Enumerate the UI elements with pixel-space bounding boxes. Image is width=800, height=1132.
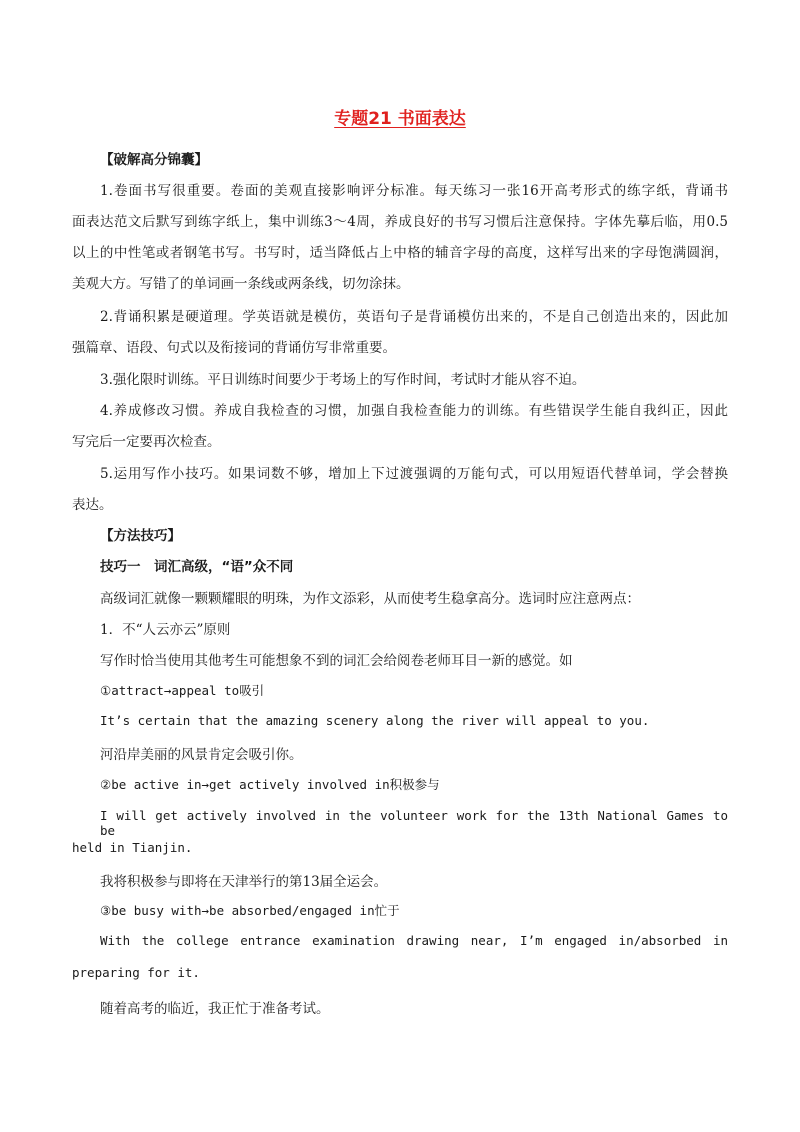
section-heading-tips: 【破解高分锦囊】 xyxy=(100,152,208,168)
example-2-english-line-2: held in Tianjin. xyxy=(72,840,193,855)
paragraph-4-line-2: 写完后一定要再次检查。 xyxy=(72,434,221,450)
section-heading-methods: 【方法技巧】 xyxy=(100,528,181,544)
paragraph-2-line-2: 强篇章、语段、句式以及衔接词的背诵仿写非常重要。 xyxy=(72,340,396,356)
example-2-english-line-1: I will get actively involved in the volunteer work for the 13th National Games to be xyxy=(100,808,728,838)
rule-1-heading: 1．不“人云亦云”原则 xyxy=(100,622,231,638)
vocab-intro: 高级词汇就像一颗颗耀眼的明珠，为作文添彩，从而使考生稳拿高分。选词时应注意两点： xyxy=(100,591,640,607)
paragraph-2-line-1: 2.背诵积累是硬道理。学英语就是模仿，英语句子是背诵模仿出来的，不是自己创造出来的，因此加 xyxy=(100,309,728,325)
example-3-chinese: 随着高考的临近，我正忙于准备考试。 xyxy=(100,1001,330,1017)
paragraph-5-line-2: 表达。 xyxy=(72,497,113,513)
example-3-english-line-1: With the college entrance examination drawing near, I’m engaged in/absorbed in xyxy=(100,933,728,948)
example-3-title: ③be busy with→be absorbed/engaged in忙于 xyxy=(100,903,400,918)
paragraph-1-line-3: 以上的中性笔或者钢笔书写。书写时，适当降低占上中格的辅音字母的高度，这样写出来的字母饱满圆润， xyxy=(72,245,728,261)
example-3-english-line-2: preparing for it. xyxy=(72,965,200,980)
paragraph-4-line-1: 4.养成修改习惯。养成自我检查的习惯，加强自我检查能力的训练。有些错误学生能自我纠正，因此 xyxy=(100,403,728,419)
paragraph-1-line-1: 1.卷面书写很重要。卷面的美观直接影响评分标准。每天练习一张16开高考形式的练字纸，背诵书 xyxy=(100,183,728,199)
example-1-title: ①attract→appeal to吸引 xyxy=(100,683,265,698)
paragraph-3-line-1: 3.强化限时训练。平日训练时间要少于考场上的写作时间，考试时才能从容不迫。 xyxy=(100,372,586,388)
example-1-chinese: 河沿岸美丽的风景肯定会吸引你。 xyxy=(100,747,303,763)
paragraph-1-line-2: 面表达范文后默写到练字纸上，集中训练3～4周，养成良好的书写习惯后注意保持。字体先摹后临，用0.5 xyxy=(72,214,728,230)
example-1-english: It’s certain that the amazing scenery along the river will appeal to you. xyxy=(100,713,650,728)
paragraph-1-line-4: 美观大方。写错了的单词画一条线或两条线，切勿涂抹。 xyxy=(72,276,410,292)
paragraph-5-line-1: 5.运用写作小技巧。如果词数不够，增加上下过渡强调的万能句式，可以用短语代替单词，学会替换 xyxy=(100,466,728,482)
tip-1-heading: 技巧一 词汇高级，“语”众不同 xyxy=(100,559,294,575)
rule-1-description: 写作时恰当使用其他考生可能想象不到的词汇会给阅卷老师耳目一新的感觉。如 xyxy=(100,653,573,669)
page-title: 专题21 书面表达 xyxy=(334,109,466,129)
example-2-title: ②be active in→get actively involved in积极参与 xyxy=(100,777,440,792)
example-2-chinese: 我将积极参与即将在天津举行的第13届全运会。 xyxy=(100,874,388,890)
